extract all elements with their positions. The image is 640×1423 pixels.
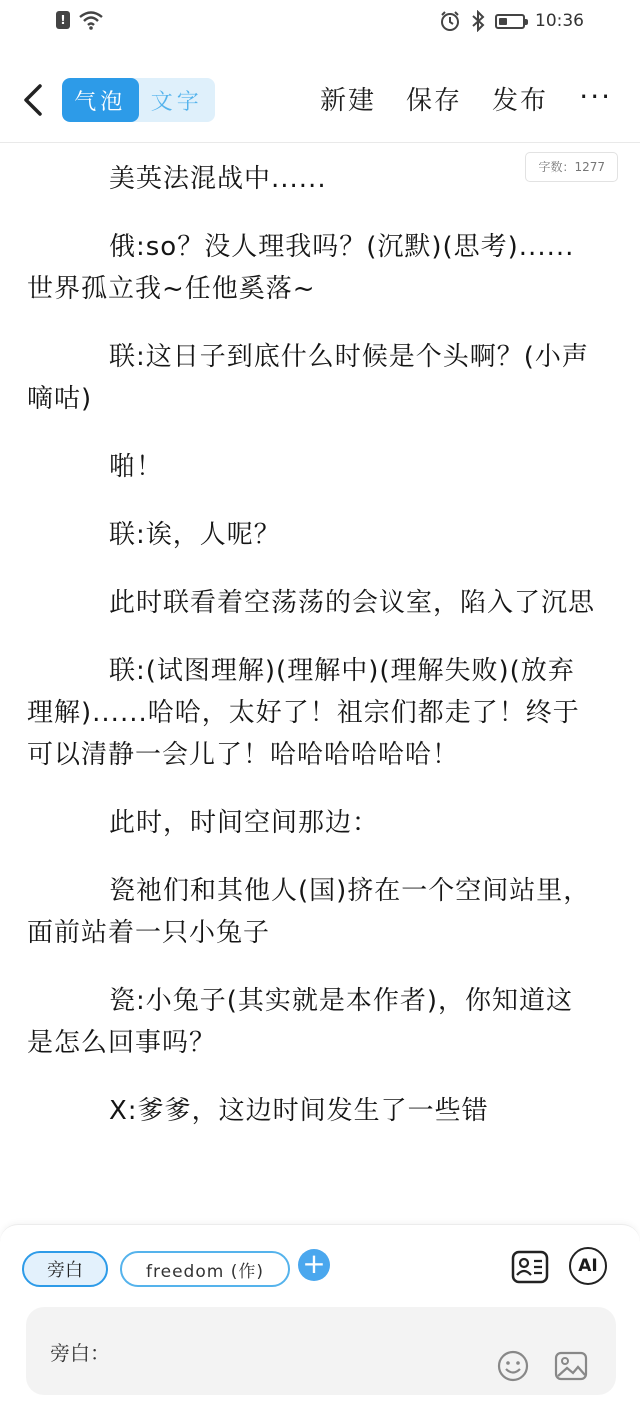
alarm-icon — [439, 10, 461, 32]
more-options-button[interactable]: ··· — [579, 80, 612, 113]
story-paragraph: 此时，时间空间那边： — [109, 808, 380, 838]
story-paragraph: 瓷祂们和其他人(国)挤在一个空间站里，面前站着一只小兔子 — [27, 876, 591, 948]
message-input[interactable] — [26, 1307, 616, 1395]
story-content[interactable] — [27, 158, 597, 1222]
story-paragraph: 啪！ — [109, 452, 164, 482]
battery-level — [499, 18, 507, 25]
editor-toolbar — [0, 60, 640, 143]
status-time: 10:36 — [535, 11, 584, 31]
input-speaker-label: 旁白： — [50, 1341, 110, 1365]
word-count-badge: 字数：1277 — [525, 152, 618, 182]
story-paragraph: 此时联看着空荡荡的会议室，陷入了沉思 — [109, 588, 596, 618]
image-icon[interactable] — [553, 1349, 589, 1383]
status-bar — [0, 0, 640, 44]
bottom-input-panel — [0, 1224, 640, 1423]
bluetooth-icon — [471, 10, 485, 32]
battery-icon — [495, 14, 525, 29]
new-button[interactable]: 新建 — [319, 86, 376, 116]
story-paragraph: 俄:so？没人理我吗？(沉默)(思考)......世界孤立我~任他奚落~ — [27, 232, 575, 304]
back-icon[interactable] — [18, 80, 50, 120]
alert-icon: ! — [56, 11, 70, 29]
story-paragraph: 联:(试图理解)(理解中)(理解失败)(放弃理解)......哈哈，太好了！祖宗们都走了！终于可以清静一会儿了！哈哈哈哈哈哈！ — [27, 656, 580, 770]
mode-toggle — [62, 78, 215, 122]
narration-chip[interactable]: 旁白 — [22, 1251, 108, 1287]
story-paragraph: X:爹爹，这边时间发生了一些错 — [109, 1096, 489, 1126]
story-paragraph: 瓷:小兔子(其实就是本作者)，你知道这是怎么回事吗？ — [27, 986, 574, 1058]
story-paragraph: 联:这日子到底什么时候是个头啊？(小声嘀咕) — [27, 342, 589, 414]
wifi-icon — [78, 10, 104, 30]
save-button[interactable]: 保存 — [405, 86, 462, 116]
character-chip-freedom[interactable]: freedom (作) — [120, 1251, 290, 1287]
mode-bubble-button[interactable]: 气泡 — [62, 78, 139, 122]
story-paragraph: 联:诶，人呢？ — [109, 520, 281, 550]
story-paragraph: 美英法混战中...... — [109, 164, 327, 194]
mode-text-button[interactable]: 文字 — [150, 89, 203, 115]
publish-button[interactable]: 发布 — [491, 86, 548, 116]
add-character-button[interactable]: + — [298, 1249, 330, 1281]
emoji-icon[interactable] — [496, 1349, 530, 1383]
ai-button[interactable]: AI — [569, 1247, 607, 1285]
character-card-icon[interactable] — [510, 1247, 550, 1287]
